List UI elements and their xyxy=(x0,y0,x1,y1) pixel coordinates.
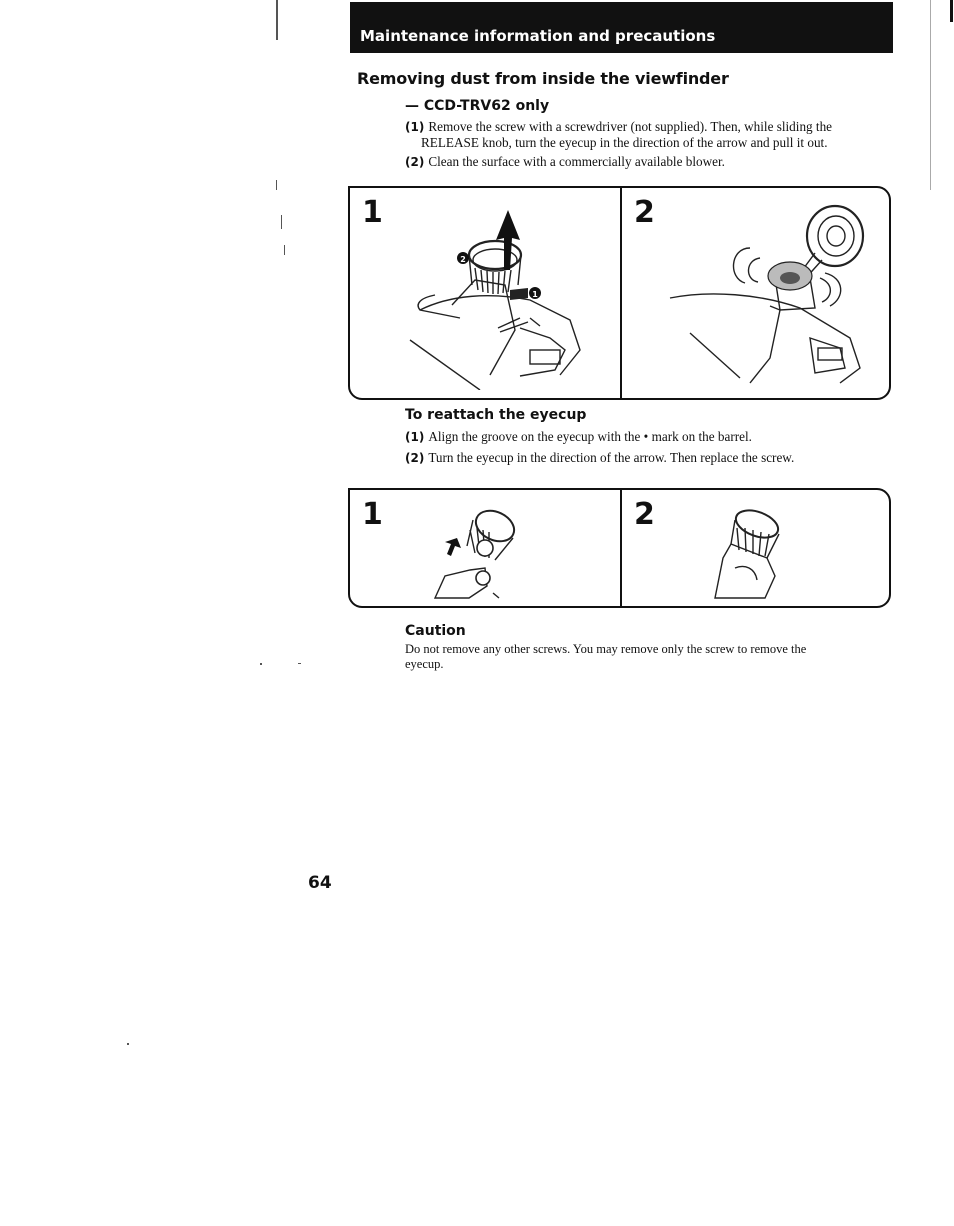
figure-divider xyxy=(620,188,622,398)
caution-text xyxy=(405,642,865,672)
remove-step-1 xyxy=(405,119,883,151)
reattach-step-1 xyxy=(405,429,883,445)
step-text: Turn the eyecup in the direction of the arrow. Then replace the screw. xyxy=(428,450,795,465)
step-text-line1: Clean the surface with a commercially available blower. xyxy=(428,154,725,169)
scan-mark xyxy=(284,245,285,255)
remove-step-2 xyxy=(405,154,883,170)
camcorder-eyecup-removal-illustration xyxy=(380,200,610,390)
step-text: Align the groove on the eyecup with the • mark on the barrel. xyxy=(428,429,752,444)
figure-remove-eyecup xyxy=(348,186,891,400)
eyecup-attached-illustration xyxy=(695,498,795,603)
scan-mark xyxy=(127,1043,129,1045)
panel-number: 2 xyxy=(634,195,655,230)
page-title: Removing dust from inside the viewfinder xyxy=(357,69,729,88)
model-subtitle: — CCD-TRV62 only xyxy=(405,98,550,114)
scan-mark xyxy=(950,0,953,22)
scan-mark xyxy=(281,215,282,229)
step-number: (2) xyxy=(405,155,425,169)
scan-mark xyxy=(298,663,301,664)
panel-number: 1 xyxy=(362,497,383,532)
reattach-heading: To reattach the eyecup xyxy=(405,407,587,423)
section-header-bar xyxy=(350,2,893,53)
panel-number: 2 xyxy=(634,497,655,532)
reattach-step-2 xyxy=(405,450,883,466)
scan-mark xyxy=(276,180,277,190)
caution-heading: Caution xyxy=(405,623,466,639)
figure-divider xyxy=(620,490,622,606)
step-number: (1) xyxy=(405,120,425,134)
scan-mark xyxy=(930,0,931,190)
callout-label: 2 xyxy=(460,255,466,264)
page-number: 64 xyxy=(308,873,332,893)
blower-cleaning-illustration xyxy=(650,198,885,393)
caution-line2: eyecup. xyxy=(405,657,444,671)
callout-label: 1 xyxy=(532,290,538,299)
scan-mark xyxy=(260,663,262,665)
eyecup-align-illustration xyxy=(425,498,525,603)
caution-line1: Do not remove any other screws. You may remove only the screw to remove the xyxy=(405,642,807,656)
panel-number: 1 xyxy=(362,195,383,230)
step-number: (1) xyxy=(405,430,425,444)
scan-mark xyxy=(276,0,278,40)
step-number: (2) xyxy=(405,451,425,465)
step-text-line1: Remove the screw with a screwdriver (not supplied). Then, while sliding the xyxy=(428,119,833,134)
step-text-line2: RELEASE knob, turn the eyecup in the direction of the arrow and pull it out. xyxy=(421,135,828,150)
figure-reattach-eyecup xyxy=(348,488,891,608)
section-header-title: Maintenance information and precautions xyxy=(360,27,716,45)
